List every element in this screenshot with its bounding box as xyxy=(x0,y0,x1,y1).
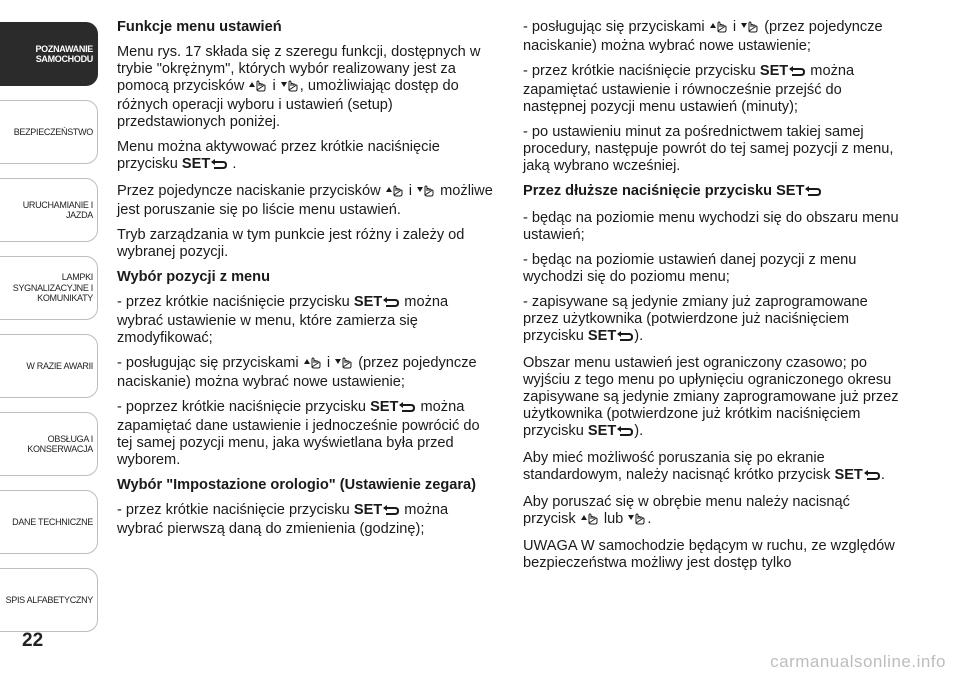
text: i xyxy=(732,19,737,35)
set-return-icon xyxy=(398,401,416,418)
tab-bezpieczenstwo[interactable] xyxy=(0,100,98,164)
set-label: SET xyxy=(587,328,617,344)
down-button-icon xyxy=(334,355,354,374)
text: Aby poruszać się w obrębie menu należy nacisnąć przycisk xyxy=(523,494,850,527)
tab-label: SPIS ALFABETYCZNY xyxy=(5,594,93,605)
paragraph xyxy=(117,183,495,219)
paragraph xyxy=(523,19,901,55)
text: - przez krótkie naciśnięcie przycisku xyxy=(523,63,756,79)
text: i xyxy=(272,78,276,94)
text: - przez krótkie naciśnięcie przycisku xyxy=(117,294,350,310)
tab-label: POZNAWANIE SAMOCHODU xyxy=(35,43,93,64)
paragraph xyxy=(523,63,901,116)
up-button-icon xyxy=(385,183,405,202)
down-button-icon xyxy=(416,183,436,202)
set-label: SET xyxy=(776,183,805,199)
text: , umożliwiając dostęp do różnych operacji wyboru i ustawień (setup) przedstawionych poniżej. xyxy=(117,78,459,130)
text: (przez pojedyncze naciskanie) można wybrać nowe ustawienie; xyxy=(117,355,477,390)
subheading: Wybór pozycji z menu xyxy=(117,269,270,285)
paragraph: Tryb zarządzania w tym punkcie jest różny i zależy od wybranej pozycji. xyxy=(117,227,465,260)
text: Obszar menu ustawień jest ograniczony czasowo; po wyjściu z tego menu po upłynięciu ograniczonego okresu zapisywane są jedynie zmiany zaprogramowane już przez użytkownika (potwierdzone już krótkim naciśnięciem przycisku xyxy=(523,355,899,439)
text: można zapamiętać ustawienie i równocześnie przejść do następnej pozycji menu ustawień (minuty); xyxy=(523,63,855,115)
set-return-icon xyxy=(210,158,228,175)
set-label: SET xyxy=(759,63,789,79)
text: ). xyxy=(634,328,644,344)
text: lub xyxy=(603,511,624,527)
text: - przez krótkie naciśnięcie przycisku xyxy=(117,502,350,518)
tab-label: OBSŁUGA I KONSERWACJA xyxy=(27,433,93,454)
tab-w-razie-awarii[interactable] xyxy=(0,334,98,398)
subheading: Wybór "Impostazione orologio" (Ustawienie zegara) xyxy=(117,477,477,493)
text: można wybrać pierwszą daną do zmienienia (godzinę); xyxy=(117,502,449,537)
set-return-icon xyxy=(382,504,400,521)
paragraph xyxy=(117,399,495,469)
text: Przez dłuższe naciśnięcie przycisku xyxy=(523,183,773,199)
chapter-sidebar xyxy=(0,0,100,678)
text: możliwe jest poruszanie się po liście menu ustawień. xyxy=(117,183,493,218)
left-column xyxy=(117,19,495,546)
paragraph: - będąc na poziomie menu wychodzi się do obszaru menu ustawień; xyxy=(523,210,899,243)
text: . xyxy=(232,156,237,172)
text: - posługując się przyciskami xyxy=(117,355,299,371)
watermark: carmanualsonline.info xyxy=(770,652,946,671)
tab-label: LAMPKI SYGNALIZACYJNE I KOMUNIKATY xyxy=(12,272,93,304)
set-return-icon xyxy=(863,469,881,486)
tab-dane-techniczne[interactable] xyxy=(0,490,98,554)
text: Przez pojedyncze naciskanie przycisków xyxy=(117,183,381,199)
text: (przez pojedyncze naciskanie) można wybrać nowe ustawienie; xyxy=(523,19,883,54)
paragraph xyxy=(117,44,495,131)
tab-label: W RAZIE AWARII xyxy=(26,360,93,371)
text: można wybrać ustawienie w menu, które zamierza się zmodyfikować; xyxy=(117,294,449,346)
paragraph xyxy=(523,355,901,442)
text: można zapamiętać dane ustawienie i jednocześnie powrócić do tej samej pozycji menu, jaka wyświetlana była przed wyborem. xyxy=(117,399,480,468)
down-button-icon xyxy=(740,19,760,38)
set-label: SET xyxy=(353,502,383,518)
subheading xyxy=(523,183,901,202)
paragraph xyxy=(523,450,901,486)
set-label: SET xyxy=(370,399,399,415)
up-button-icon xyxy=(709,19,729,38)
text: - zapisywane są jedynie zmiany już zaprogramowane przez użytkownika (potwierdzone już naciśnięciem przycisku xyxy=(523,294,868,344)
text: Aby mieć możliwość poruszania się po ekranie standardowym, należy nacisnąć krótko przycisk xyxy=(523,450,831,483)
tab-obsluga-konserwacja[interactable] xyxy=(0,412,98,476)
paragraph xyxy=(117,355,495,391)
down-button-icon xyxy=(280,78,300,97)
set-return-icon xyxy=(382,296,400,313)
set-label: SET xyxy=(353,294,383,310)
paragraph: - będąc na poziomie ustawień danej pozycji z menu wychodzi się do poziomu menu; xyxy=(523,252,857,285)
set-return-icon xyxy=(804,185,822,202)
tab-label: URUCHAMIANIE I JAZDA xyxy=(22,199,93,220)
section-title: Funkcje menu ustawień xyxy=(117,19,282,35)
text: . xyxy=(880,467,885,483)
right-column xyxy=(523,19,901,580)
paragraph xyxy=(523,294,901,347)
paragraph xyxy=(117,294,495,347)
set-return-icon xyxy=(788,65,806,82)
tab-lampki-sygnalizacyjne[interactable] xyxy=(0,256,98,320)
paragraph xyxy=(117,139,495,175)
text: - posługując się przyciskami xyxy=(523,19,705,35)
text: i xyxy=(408,183,412,199)
up-button-icon xyxy=(248,78,268,97)
tab-label: DANE TECHNICZNE xyxy=(12,516,93,527)
text: . xyxy=(647,511,652,527)
down-button-icon xyxy=(627,511,647,530)
text: Menu rys. 17 składa się z szeregu funkcji, dostępnych w trybie "okrężnym", których wybór realizowany jest za pomocą przycisków xyxy=(117,44,481,94)
set-label: SET xyxy=(587,423,617,439)
paragraph xyxy=(117,502,495,538)
paragraph: - po ustawieniu minut za pośrednictwem takiej samej procedury, następuje powrót do tej samej pozycji z menu, jaką wybrano wcześniej. xyxy=(523,124,894,174)
set-label: SET xyxy=(181,156,211,172)
text: ). xyxy=(634,423,644,439)
text: - poprzez krótkie naciśnięcie przycisku xyxy=(117,399,366,415)
set-return-icon xyxy=(616,425,634,442)
page-number: 22 xyxy=(22,630,44,651)
up-button-icon xyxy=(580,511,600,530)
paragraph xyxy=(523,494,901,530)
text: Menu można aktywować przez krótkie naciśnięcie przycisku xyxy=(117,139,440,172)
set-return-icon xyxy=(616,330,634,347)
set-label: SET xyxy=(834,467,863,483)
tab-poznawanie-samochodu[interactable] xyxy=(0,22,98,86)
up-button-icon xyxy=(303,355,323,374)
tab-spis-alfabetyczny[interactable] xyxy=(0,568,98,632)
tab-label: BEZPIECZEŃSTWO xyxy=(13,126,93,137)
text: i xyxy=(326,355,331,371)
paragraph: UWAGA W samochodzie będącym w ruchu, ze względów bezpieczeństwa możliwy jest dostęp tylko xyxy=(523,538,895,571)
tab-uruchamianie-jazda[interactable] xyxy=(0,178,98,242)
